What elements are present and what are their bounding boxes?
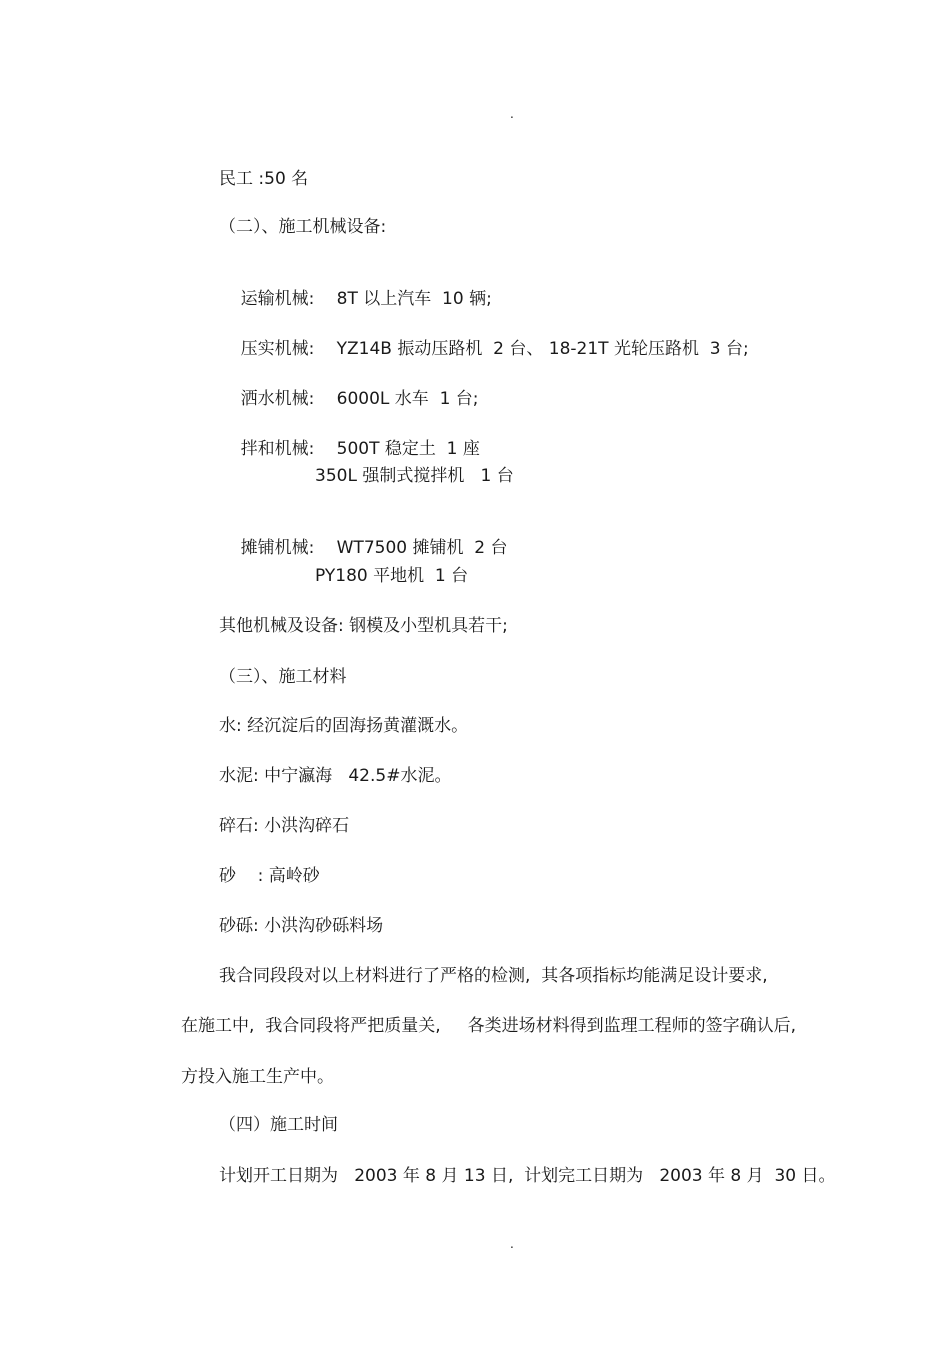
- sprinkler-label: 洒水机械:: [240, 389, 315, 409]
- paving-value-1: WT7500 摊铺机 2 台: [336, 538, 508, 558]
- water-line: 水: 经沉淀后的固海扬黄灌溉水。: [219, 716, 469, 736]
- compaction-label: 压实机械:: [240, 339, 315, 359]
- schedule-line: 计划开工日期为 2003 年 8 月 13 日, 计划完工日期为 2003 年 8 月 30 日。: [219, 1166, 836, 1186]
- paragraph-1-line-2: 在施工中, 我合同段将严把质量关, 各类进场材料得到监理工程师的签字确认后,: [181, 1016, 797, 1036]
- paving-value-2: PY180 平地机 1 台: [315, 566, 469, 586]
- transport-value: 8T 以上汽车 10 辆;: [336, 289, 492, 309]
- sand-gravel-line: 砂砾: 小洪沟砂砾料场: [219, 916, 384, 936]
- paving-label: 摊铺机械:: [240, 538, 315, 558]
- sand-line: 砂 : 高岭砂: [219, 866, 320, 886]
- sprinkler-value: 6000L 水车 1 台;: [336, 389, 479, 409]
- compaction-value: YZ14B 振动压路机 2 台、 18-21T 光轮压路机 3 台;: [336, 339, 749, 359]
- header-mark: .: [510, 107, 514, 121]
- other-machinery-line: 其他机械及设备: 钢模及小型机具若干;: [219, 616, 508, 636]
- workers-line: 民工 :50 名: [219, 169, 309, 189]
- mixing-value-2: 350L 强制式搅拌机 1 台: [315, 466, 514, 486]
- mixing-label: 拌和机械:: [240, 439, 315, 459]
- section-2-title: （二）、施工机械设备:: [219, 217, 387, 237]
- footer-mark: .: [510, 1237, 514, 1251]
- paragraph-1-line-3: 方投入施工生产中。: [181, 1067, 334, 1087]
- section-4-title: （四）施工时间: [219, 1115, 338, 1135]
- cement-line: 水泥: 中宁瀛海 42.5#水泥。: [219, 766, 452, 786]
- section-3-title: （三）、施工材料: [219, 667, 347, 687]
- paragraph-1-line-1: 我合同段段对以上材料进行了严格的检测, 其各项指标均能满足设计要求,: [219, 966, 768, 986]
- mixing-value-1: 500T 稳定土 1 座: [336, 439, 480, 459]
- transport-label: 运输机械:: [240, 289, 315, 309]
- gravel-line: 碎石: 小洪沟碎石: [219, 816, 350, 836]
